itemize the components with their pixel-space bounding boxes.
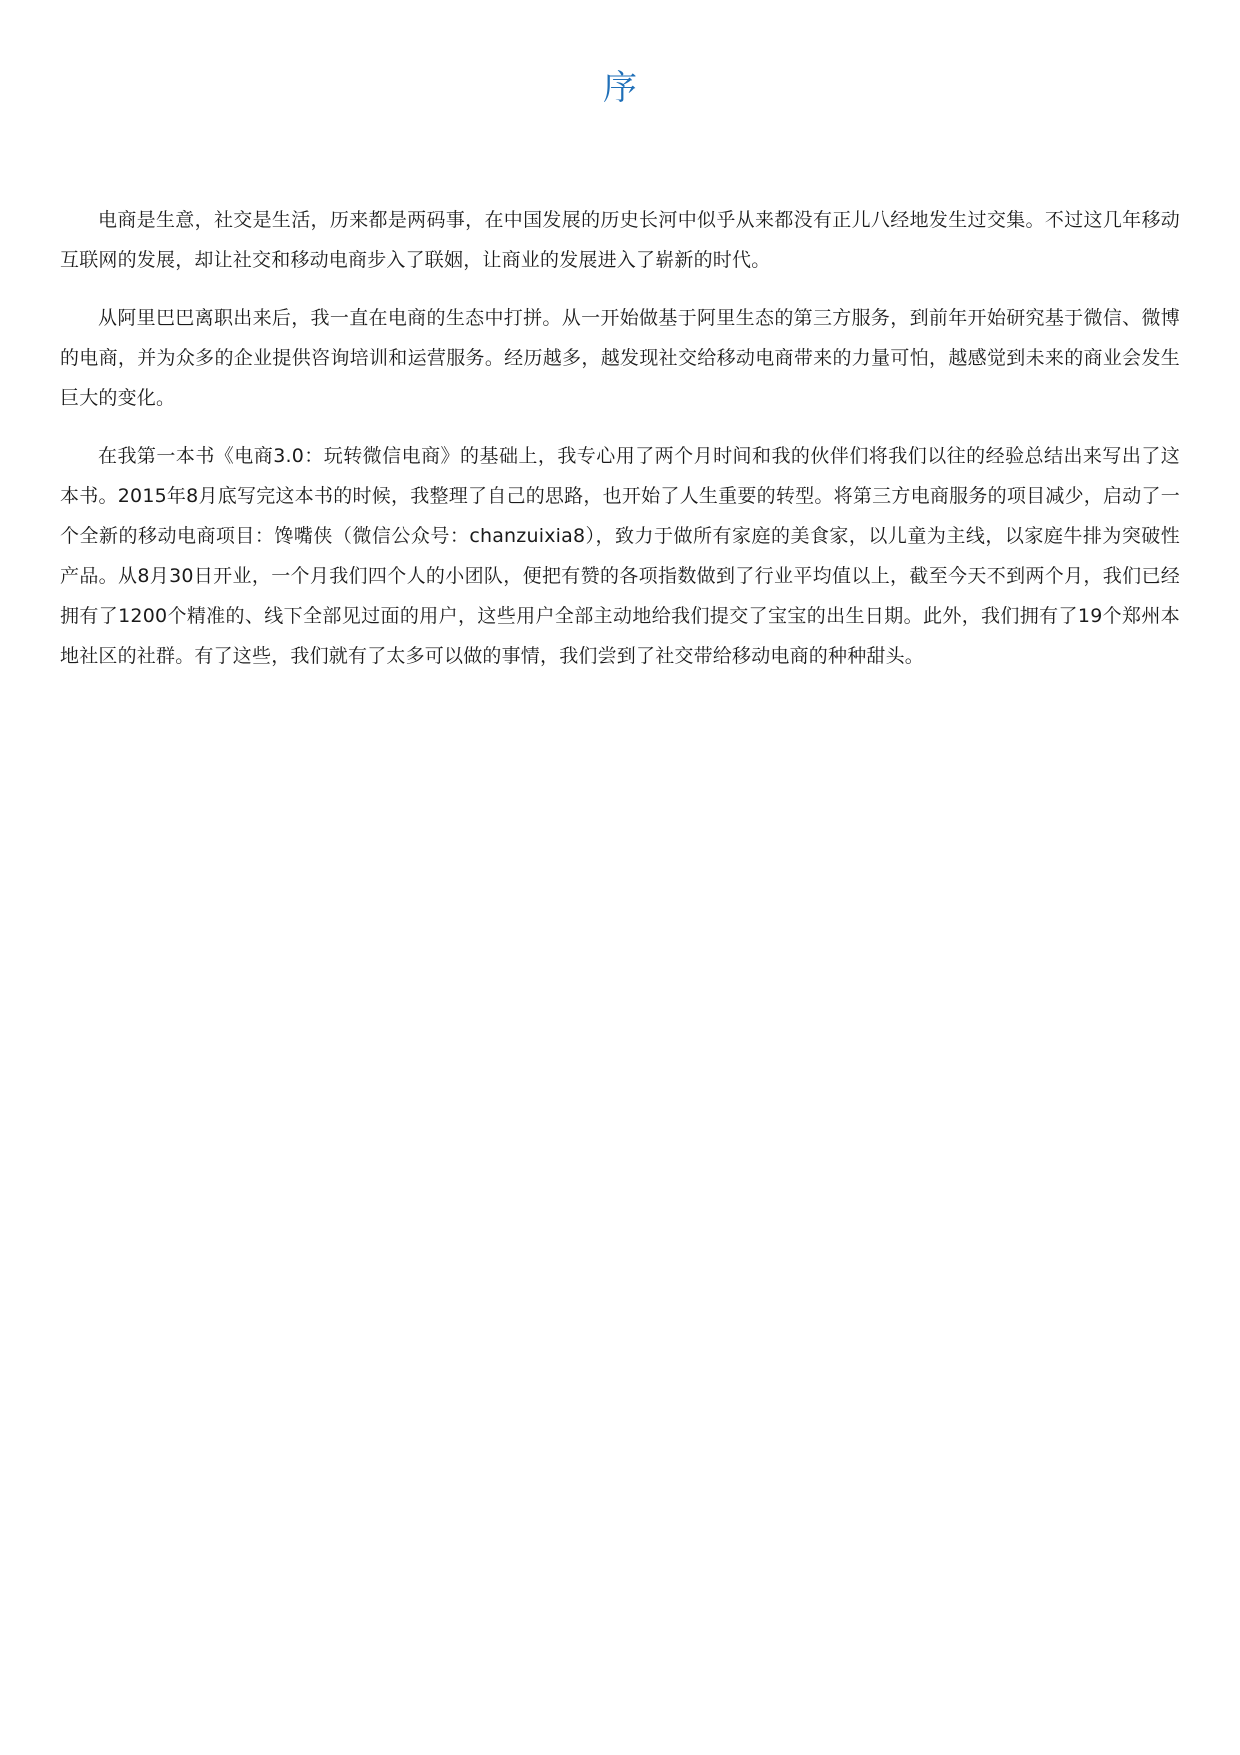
paragraph-3: 在我第一本书《电商3.0：玩转微信电商》的基础上，我专心用了两个月时间和我的伙伴们将我们以往的经验总结出来写出了这本书。2015年8月底写完这本书的时候，我整理了自己的思路，也开始了人生重要的转型。将第三方电商服务的项目减少，启动了一个全新的移动电商项目：馋嘴侠（微信公众号：chanzuixia8），致力于做所有家庭的美食家，以儿童为主线，以家庭牛排为突破性产品。从8月30日开业，一个月我们四个人的小团队，便把有赞的各项指数做到了行业平均值以上，截至今天不到两个月，我们已经拥有了1200个精准的、线下全部见过面的用户，这些用户全部主动地给我们提交了宝宝的出生日期。此外，我们拥有了19个郑州本地社区的社群。有了这些，我们就有了太多可以做的事情，我们尝到了社交带给移动电商的种种甜头。 xyxy=(60,445,1180,667)
paragraph-2: 从阿里巴巴离职出来后，我一直在电商的生态中打拼。从一开始做基于阿里生态的第三方服务，到前年开始研究基于微信、微博的电商，并为众多的企业提供咨询培训和运营服务。经历越多，越发现社交给移动电商带来的力量可怕，越感觉到未来的商业会发生巨大的变化。 xyxy=(60,307,1180,409)
preface-body xyxy=(60,200,1180,694)
page-title: 序 xyxy=(603,68,637,108)
paragraph-1: 电商是生意，社交是生活，历来都是两码事，在中国发展的历史长河中似乎从来都没有正儿八经地发生过交集。不过这几年移动互联网的发展，却让社交和移动电商步入了联姻，让商业的发展进入了崭新的时代。 xyxy=(60,209,1180,271)
